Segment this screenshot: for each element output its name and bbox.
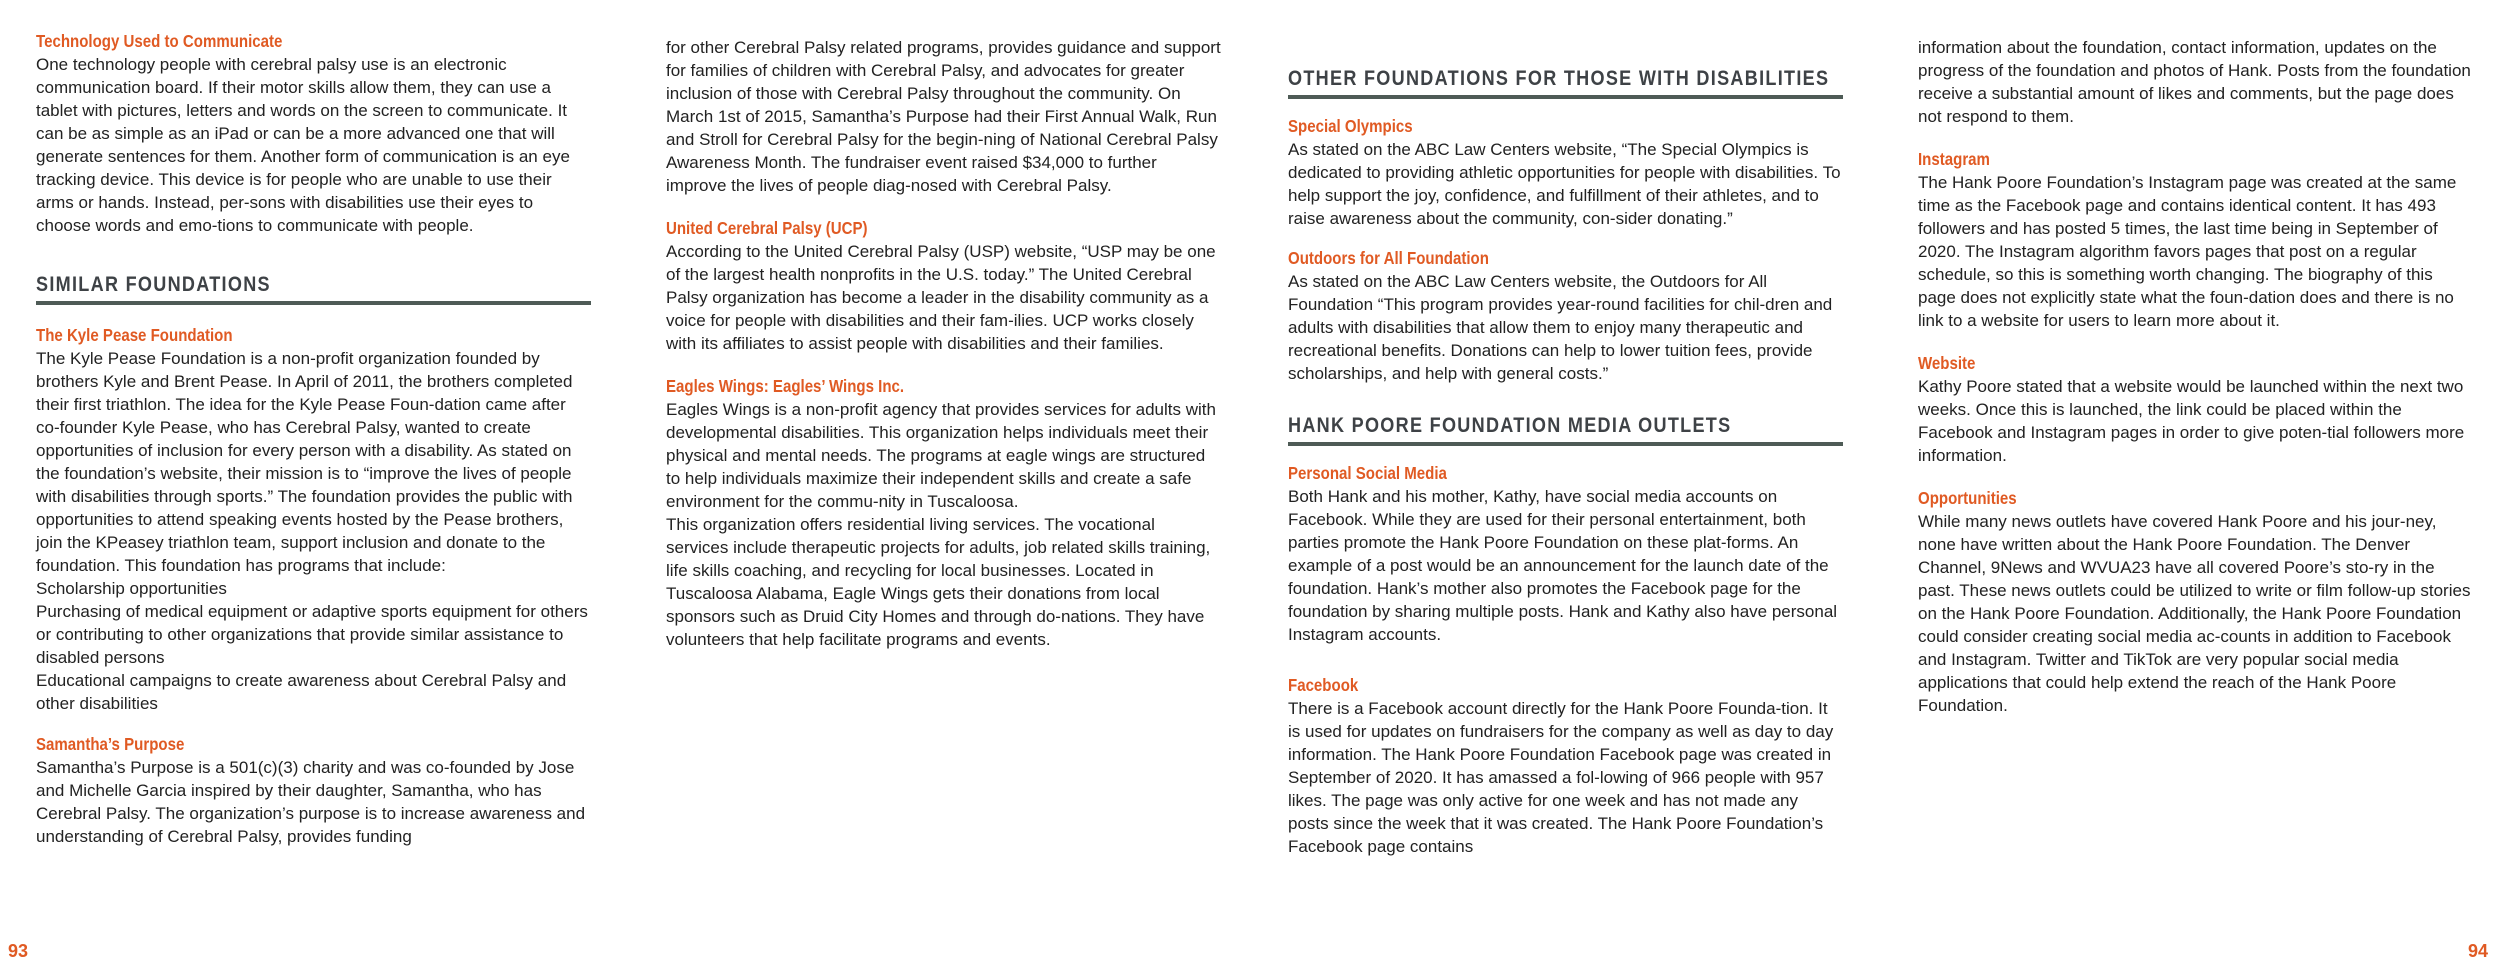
paragraph-facebook: There is a Facebook account directly for the Hank Poore Founda-tion. It is used for updates on fundraisers for the company as well as day to day information. The Hank Poore Foundation Facebook page was created in September of 2020. It has amassed a fol-lowing of 966 people with 957 likes. The page was only active for one week and has not made any posts since the week that it was created. The Hank Poore Foundation’s Facebook page contains [1288, 699, 1834, 856]
paragraph-personal-social-media: Both Hank and his mother, Kathy, have social media accounts on Facebook. While they are used for their personal entertainment, both parties promote the Hank Poore Foundation on these plat-forms. An example of a post would be an announcement for the launch date of the foundation. Hank’s mother also promotes the Facebook page for the foundation by sharing multiple posts. Hank and Kathy also have personal Instagram accounts. [1288, 487, 1838, 644]
paragraph-outdoors-for-all: As stated on the ABC Law Centers website, the Outdoors for All Foundation “This program provides year-round facilities for chil-dren and adults with disabilities that allow them to enjoy many therapeutic and recreational benefits. Donations can help to lower tuition fees, provide scholarships, and help with general costs.” [1288, 272, 1833, 383]
subheading-facebook: Facebook [1288, 675, 1359, 695]
subheading-samanthas-purpose: Samantha’s Purpose [36, 734, 185, 754]
paragraph-kyle-pease: The Kyle Pease Foundation is a non-profit organization founded by brothers Kyle and Brent Pease. In April of 2011, the brothers completed their first triathlon. The idea for the Kyle Pease Foun-dation came after co-founder Kyle Pease, who has Cerebral Palsy, wanted to create opportunities of inclusion for every person with a disability. As stated on the foundation’s website, their mission is to “improve the lives of people with disabilities through sports.” The foundation provides the public with opportunities to attend speaking events hosted by the Pease brothers, join the KPeasey triathlon team, support inclusion and donate to the foundation. This foundation has programs that include: [36, 349, 573, 575]
page-number-right: 94 [2468, 941, 2489, 961]
column-3 [1288, 66, 1843, 858]
subheading-instagram: Instagram [1918, 149, 1990, 169]
paragraph-instagram: The Hank Poore Foundation’s Instagram page was created at the same time as the Facebook page and contains identical content. It has 493 followers and has posted 5 times, the last time being in September of 2020. The Instagram algorithm favors pages that post on a regular schedule, so this is something worth changing. The biography of this page does not explicitly state what the foun-dation does and there is no link to a website for users to learn more about it. [1918, 173, 2457, 330]
section-title-media-outlets: HANK POORE FOUNDATION MEDIA OUTLETS [1288, 414, 1732, 437]
paragraph-samanthas-purpose-cont: for other Cerebral Palsy related programs, provides guidance and support for families of children with Cerebral Palsy, and advocates for greater inclusion of those with Cerebral Palsy throughout the community. On March 1st of 2015, Samantha’s Purpose had their First Annual Walk, Run and Stroll for Cerebral Palsy for the begin-ning of National Cerebral Palsy Awareness Month. The fundraiser event raised $34,000 to further improve the lives of people diag-nosed with Cerebral Palsy. [666, 38, 1221, 195]
column-1 [36, 30, 591, 848]
paragraph-opportunities: While many news outlets have covered Hank Poore and his jour-ney, none have written about the Hank Poore Foundation. The Denver Channel, 9News and WVUA23 have all covered Poore’s sto-ry in the past. These news outlets could be utilized to write or film follow-up stories on the Hank Poore Foundation. Additionally, the Hank Poore Foundation could consider creating social media ac-counts in addition to Facebook and Instagram. Twitter and TikTok are very popular social media applications that could help extend the reach of the Hank Poore Foundation. [1918, 512, 2471, 715]
paragraph-eagles-wings-2: This organization offers residential living services. The vocational services include therapeutic projects for adults, job related skills training, life skills coaching, and recycling for local businesses. Located in Tuscaloosa Alabama, Eagle Wings gets their donations from local sponsors such as Druid City Homes and through do-nations. They have volunteers that help facilitate programs and events. [666, 515, 1211, 649]
section-title-other-foundations: OTHER FOUNDATIONS FOR THOSE WITH DISABILITIES [1288, 67, 1830, 90]
list-item: Educational campaigns to create awareness about Cerebral Palsy and other disabilities [36, 671, 567, 713]
paragraph-technology: One technology people with cerebral palsy use is an electronic communication board. If their motor skills allow them, they can use a tablet with pictures, letters and words on the screen to communicate. It can be as simple as an iPad or can be a more advanced one that will generate sentences for them. Another form of communication is an eye tracking device. This device is for people who are unable to use their arms or hands. Instead, per-sons with disabilities use their eyes to choose words and emo-tions to communicate with people. [36, 55, 570, 235]
subheading-kyle-pease: The Kyle Pease Foundation [36, 325, 233, 345]
subheading-ucp: United Cerebral Palsy (UCP) [666, 218, 868, 238]
page-number-left: 93 [8, 941, 29, 961]
paragraph-samanthas-purpose: Samantha’s Purpose is a 501(c)(3) charity and was co-founded by Jose and Michelle Garcia inspired by their daughter, Samantha, who has Cerebral Palsy. The organization’s purpose is to increase awareness and understanding of Cerebral Palsy, provides funding [36, 758, 586, 846]
subheading-eagles-wings: Eagles Wings: Eagles’ Wings Inc. [666, 376, 905, 396]
subheading-personal-social-media: Personal Social Media [1288, 463, 1447, 483]
paragraph-facebook-cont: information about the foundation, contact information, updates on the progress of the foundation and photos of Hank. Posts from the foundation receive a substantial amount of likes and comments, but the page does not respond to them. [1918, 38, 2471, 126]
column-2 [666, 36, 1221, 651]
subheading-special-olympics: Special Olympics [1288, 116, 1413, 136]
subheading-opportunities: Opportunities [1918, 488, 2017, 508]
list-item: Scholarship opportunities [36, 579, 227, 598]
paragraph-eagles-wings-1: Eagles Wings is a non-profit agency that provides services for adults with developmental disabilities. This organization helps individuals meet their physical and mental needs. The programs at eagle wings are structured to help individuals maximize their independent skills and create a safe environment for the commu-nity in Tuscaloosa. [666, 400, 1216, 511]
subheading-outdoors-for-all: Outdoors for All Foundation [1288, 248, 1489, 268]
list-item: Purchasing of medical equipment or adaptive sports equipment for others or contributing to other organizations that provide similar assistance to disabled persons [36, 602, 588, 667]
section-title-similar-foundations: SIMILAR FOUNDATIONS [36, 273, 271, 296]
paragraph-website: Kathy Poore stated that a website would be launched within the next two weeks. Once this is launched, the link could be placed within the Facebook and Instagram pages in order to give poten-tial followers more information. [1918, 377, 2465, 465]
column-4 [1918, 36, 2473, 717]
subheading-website: Website [1918, 353, 1976, 373]
paragraph-ucp: According to the United Cerebral Palsy (USP) website, “USP may be one of the largest health nonprofits in the U.S. today.” The United Cerebral Palsy organization has become a leader in the disability community as a voice for people with disabilities and their fam-ilies. UCP works closely with its affiliates to assist people with disabilities and their families. [666, 242, 1216, 353]
paragraph-special-olympics: As stated on the ABC Law Centers website, “The Special Olympics is dedicated to providing athletic opportunities for people with disabilities. To help support the joy, confidence, and fulfillment of their athletes, and to raise awareness about the community, con-sider donating.” [1288, 140, 1841, 228]
subheading-technology: Technology Used to Communicate [36, 31, 283, 51]
